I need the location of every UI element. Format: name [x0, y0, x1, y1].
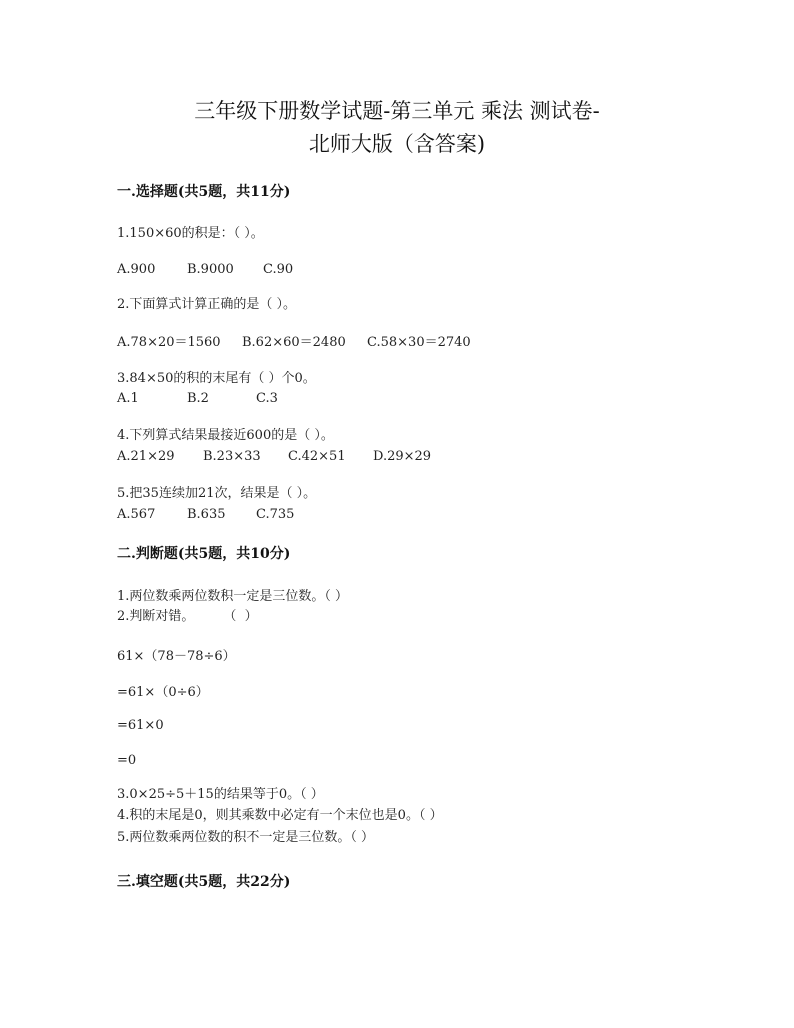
- choice-q1-option-c: C.90: [263, 262, 294, 277]
- choice-question-3: 3.84×50的积的末尾有（ ）个0。: [117, 371, 316, 386]
- judge-question-5: 5.两位数乘两位数的积不一定是三位数。（ ）: [117, 830, 375, 845]
- judge-question-2: 2.判断对错。 （ ）: [117, 609, 258, 624]
- choice-q3-option-a: A.1: [117, 391, 139, 406]
- choice-q5-option-c: C.735: [256, 507, 295, 522]
- section-heading-fill: 三.填空题(共5题，共22分): [117, 874, 291, 890]
- choice-question-1: 1.150×60的积是：（ ）。: [117, 226, 264, 241]
- choice-q1-option-a: A.900: [117, 262, 156, 277]
- choice-q5-option-b: B.635: [187, 507, 226, 522]
- judge-q2-step-3: =61×0: [117, 718, 164, 733]
- section-heading-choice: 一.选择题(共5题，共11分): [117, 184, 291, 200]
- choice-q4-option-d: D.29×29: [373, 449, 432, 464]
- choice-question-4: 4.下列算式结果最接近600的是（ ）。: [117, 428, 334, 443]
- choice-q3-option-c: C.3: [256, 391, 278, 406]
- choice-q4-option-a: A.21×29: [117, 449, 175, 464]
- choice-q4-option-c: C.42×51: [288, 449, 346, 464]
- choice-question-5: 5.把35连续加21次，结果是（ ）。: [117, 486, 317, 501]
- choice-q2-option-b: B.62×60＝2480: [242, 335, 346, 350]
- judge-question-1: 1.两位数乘两位数积一定是三位数。（ ）: [117, 589, 349, 604]
- choice-q3-option-b: B.2: [187, 391, 209, 406]
- choice-q1-option-b: B.9000: [187, 262, 234, 277]
- page-title-line-2: 北师大版（含答案): [308, 132, 486, 156]
- judge-q2-step-2: =61×（0÷6）: [117, 685, 209, 700]
- judge-question-4: 4.积的末尾是0，则其乘数中必定有一个末位也是0。（ ）: [117, 808, 443, 823]
- choice-q2-option-c: C.58×30＝2740: [367, 335, 471, 350]
- judge-q2-step-1: 61×（78－78÷6）: [117, 649, 236, 664]
- choice-q2-option-a: A.78×20＝1560: [117, 335, 221, 350]
- choice-q5-option-a: A.567: [117, 507, 156, 522]
- page-title-line-1: 三年级下册数学试题-第三单元 乘法 测试卷-: [194, 99, 600, 123]
- choice-question-2: 2.下面算式计算正确的是（ ）。: [117, 297, 297, 312]
- judge-q2-step-4: =0: [117, 753, 137, 768]
- section-heading-judge: 二.判断题(共5题，共10分): [117, 546, 291, 562]
- judge-question-3: 3.0×25÷5＋15的结果等于0。（ ）: [117, 787, 324, 802]
- choice-q4-option-b: B.23×33: [203, 449, 261, 464]
